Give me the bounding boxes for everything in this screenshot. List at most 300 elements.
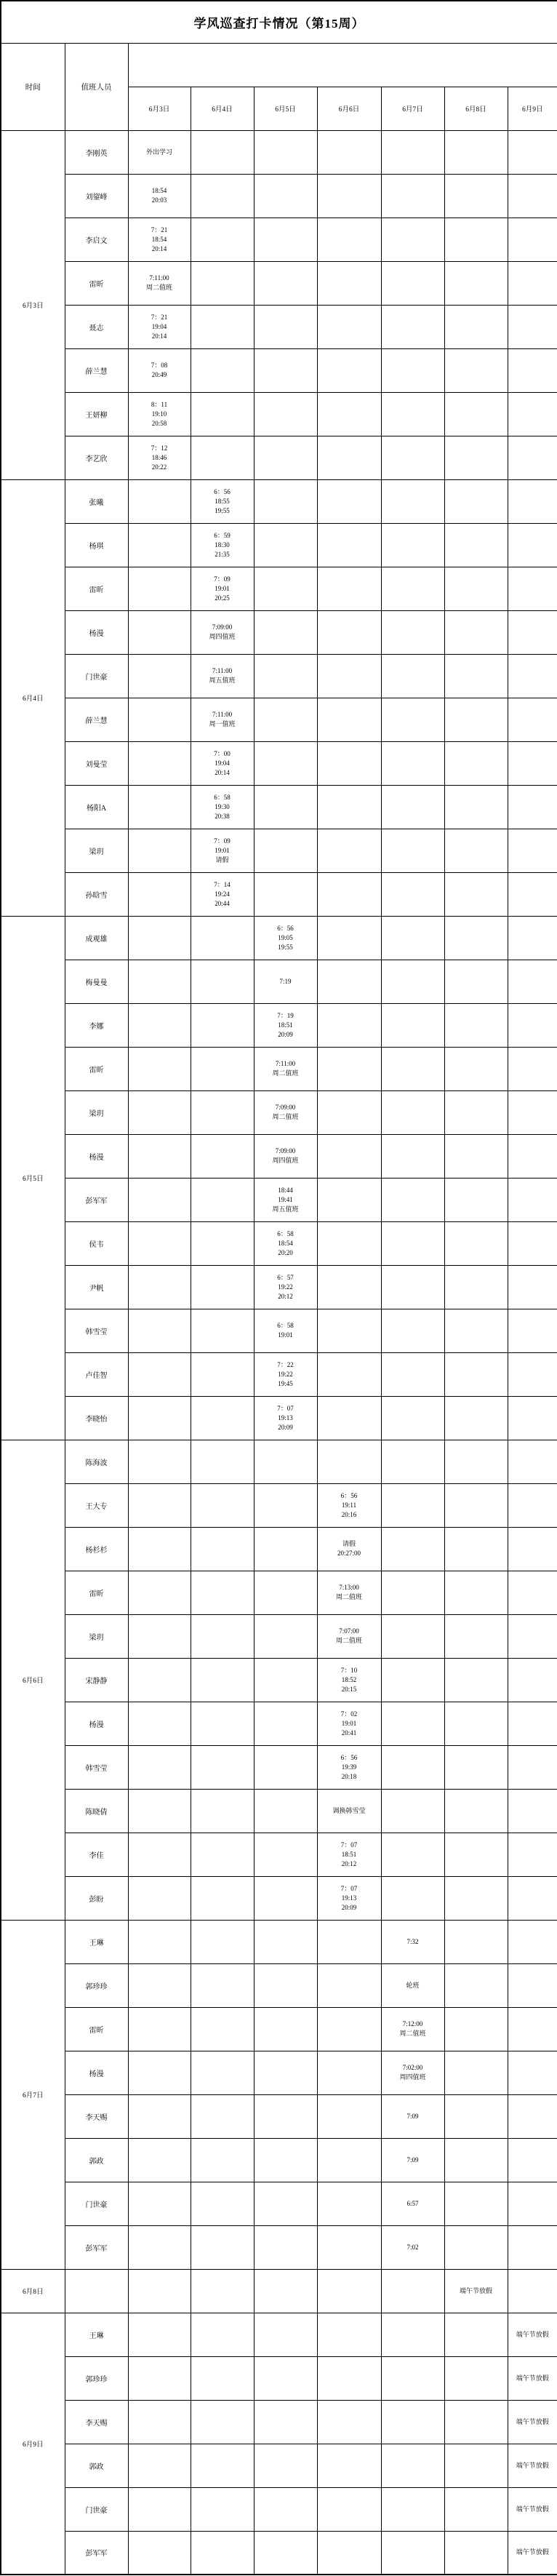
empty-cell xyxy=(444,1265,508,1309)
empty-cell xyxy=(254,392,317,436)
empty-cell xyxy=(317,479,381,523)
checkin-entry: 周四值班 xyxy=(399,2073,426,2081)
empty-cell xyxy=(254,1614,317,1658)
empty-cell xyxy=(254,1876,317,1920)
checkin-entry: 18:54 xyxy=(151,235,167,243)
staff-name-cell: 杨漫 xyxy=(65,1134,128,1178)
checkin-entry: 6：56 xyxy=(340,1491,358,1499)
empty-cell xyxy=(444,1658,508,1702)
checkin-entry: 20:58 xyxy=(151,419,167,427)
checkin-cell xyxy=(254,1265,317,1309)
empty-cell xyxy=(191,960,254,1003)
time-cell: 6月9日 xyxy=(1,2313,65,2575)
checkin-entry: 周二值班 xyxy=(272,1113,299,1120)
table-row xyxy=(1,654,557,698)
empty-cell xyxy=(128,785,191,829)
staff-name-cell: 郭政 xyxy=(65,2444,128,2487)
checkin-cell xyxy=(317,1571,381,1614)
checkin-cell xyxy=(317,1876,381,1920)
empty-cell xyxy=(508,348,557,392)
empty-cell xyxy=(317,698,381,741)
checkin-cell xyxy=(381,2051,444,2094)
checkin-entry: 19:05 xyxy=(278,933,293,941)
checkin-cell xyxy=(128,305,191,348)
empty-cell xyxy=(508,654,557,698)
checkin-cell xyxy=(191,829,254,872)
checkin-entry: 周一值班 xyxy=(209,720,236,727)
staff-name-cell: 陈晓倩 xyxy=(65,1789,128,1833)
table-row xyxy=(1,1702,557,1745)
empty-cell xyxy=(128,1221,191,1265)
empty-cell xyxy=(381,130,444,174)
empty-cell xyxy=(444,960,508,1003)
checkin-entry: 20:09 xyxy=(341,1903,357,1911)
empty-cell xyxy=(508,174,557,218)
checkin-cell xyxy=(381,2007,444,2051)
checkin-entry: 7：10 xyxy=(340,1666,358,1674)
empty-cell xyxy=(191,2356,254,2400)
empty-cell xyxy=(381,610,444,654)
empty-cell xyxy=(381,1614,444,1658)
empty-cell xyxy=(508,305,557,348)
staff-name-cell: 雷昕 xyxy=(65,1047,128,1090)
checkin-cell xyxy=(508,2531,557,2575)
checkin-entry: 18:55 xyxy=(215,497,230,505)
empty-cell xyxy=(508,1134,557,1178)
checkin-entry: 7：07 xyxy=(277,1404,294,1412)
empty-cell xyxy=(444,2400,508,2444)
empty-cell xyxy=(128,2487,191,2531)
empty-cell xyxy=(444,1702,508,1745)
empty-cell xyxy=(128,1483,191,1527)
table-row xyxy=(1,1658,557,1702)
empty-cell xyxy=(254,1571,317,1614)
staff-name-cell: 杨阳A xyxy=(65,785,128,829)
empty-cell xyxy=(381,1440,444,1483)
empty-cell xyxy=(444,1309,508,1352)
checkin-cell xyxy=(508,2400,557,2444)
staff-name-cell: 门世豪 xyxy=(65,2182,128,2225)
empty-cell xyxy=(381,1134,444,1178)
empty-cell xyxy=(254,348,317,392)
checkin-cell xyxy=(508,2313,557,2356)
checkin-entry: 端午节放假 xyxy=(516,2461,549,2469)
staff-name-cell: 李刚英 xyxy=(65,130,128,174)
empty-cell xyxy=(444,1440,508,1483)
checkin-entry: 19:45 xyxy=(278,1379,293,1387)
table-row xyxy=(1,610,557,654)
checkin-cell xyxy=(254,1090,317,1134)
checkin-entry: 周二值班 xyxy=(145,284,172,291)
empty-cell xyxy=(444,872,508,916)
checkin-entry: 18:30 xyxy=(215,541,230,549)
empty-cell xyxy=(317,2400,381,2444)
empty-cell xyxy=(508,829,557,872)
empty-cell xyxy=(381,2313,444,2356)
checkin-entry: 20:12 xyxy=(278,1292,293,1300)
empty-cell xyxy=(317,1309,381,1352)
empty-cell xyxy=(444,1221,508,1265)
checkin-cell xyxy=(381,2138,444,2182)
empty-cell xyxy=(191,1963,254,2007)
checkin-entry: 6：57 xyxy=(277,1273,294,1281)
table-row xyxy=(1,2051,557,2094)
table-row xyxy=(1,2531,557,2575)
empty-cell xyxy=(444,174,508,218)
table-row xyxy=(1,261,557,305)
empty-cell xyxy=(128,1963,191,2007)
empty-cell xyxy=(444,916,508,960)
empty-cell xyxy=(444,1047,508,1090)
empty-cell xyxy=(381,1309,444,1352)
empty-cell xyxy=(128,2094,191,2138)
empty-cell xyxy=(381,1745,444,1789)
empty-cell xyxy=(254,2051,317,2094)
empty-cell xyxy=(508,1745,557,1789)
empty-cell xyxy=(317,872,381,916)
empty-cell xyxy=(317,2138,381,2182)
date-column-header-4: 6月6日 xyxy=(317,87,381,130)
checkin-cell xyxy=(254,1003,317,1047)
checkin-cell xyxy=(254,1178,317,1221)
table-body xyxy=(1,130,557,2575)
empty-cell xyxy=(317,1090,381,1134)
empty-cell xyxy=(254,654,317,698)
empty-cell xyxy=(317,1003,381,1047)
empty-cell xyxy=(381,960,444,1003)
empty-cell xyxy=(254,610,317,654)
empty-cell xyxy=(508,2051,557,2094)
staff-name-cell: 李天赐 xyxy=(65,2400,128,2444)
empty-cell xyxy=(191,2225,254,2269)
date-column-header-3: 6月5日 xyxy=(254,87,317,130)
empty-cell xyxy=(444,479,508,523)
checkin-entry: 7:09:00 xyxy=(212,623,233,631)
checkin-entry: 20:14 xyxy=(151,244,167,252)
empty-cell xyxy=(128,1876,191,1920)
empty-cell xyxy=(444,1178,508,1221)
staff-name-cell: 陈海波 xyxy=(65,1440,128,1483)
empty-cell xyxy=(128,2269,191,2313)
empty-cell xyxy=(254,1440,317,1483)
empty-cell xyxy=(191,1047,254,1090)
checkin-entry: 20:14 xyxy=(151,332,167,340)
checkin-entry: 端午节放假 xyxy=(459,2286,492,2294)
checkin-cell xyxy=(128,436,191,479)
checkin-entry: 7:09:00 xyxy=(275,1104,296,1111)
staff-name-cell: 门世豪 xyxy=(65,654,128,698)
checkin-entry: 19:24 xyxy=(215,890,230,898)
table-row xyxy=(1,872,557,916)
empty-cell xyxy=(444,2313,508,2356)
empty-cell xyxy=(508,523,557,567)
staff-name-cell: 李启文 xyxy=(65,218,128,261)
empty-cell xyxy=(381,479,444,523)
staff-name-cell: 聂志 xyxy=(65,305,128,348)
empty-cell xyxy=(381,1178,444,1221)
table-row xyxy=(1,1876,557,1920)
checkin-entry: 21:35 xyxy=(215,550,230,558)
checkin-entry: 6：58 xyxy=(214,793,231,801)
empty-cell xyxy=(128,610,191,654)
table-row xyxy=(1,2444,557,2487)
empty-cell xyxy=(444,2487,508,2531)
empty-cell xyxy=(254,1920,317,1963)
checkin-entry: 端午节放假 xyxy=(516,2417,549,2425)
checkin-entry: 6：56 xyxy=(277,924,294,932)
checkin-cell xyxy=(128,348,191,392)
checkin-cell xyxy=(508,2356,557,2400)
empty-cell xyxy=(381,1527,444,1571)
empty-cell xyxy=(317,1920,381,1963)
empty-cell xyxy=(444,1745,508,1789)
empty-cell xyxy=(508,872,557,916)
staff-name-cell: 梁玥 xyxy=(65,829,128,872)
empty-cell xyxy=(317,654,381,698)
table-row xyxy=(1,523,557,567)
empty-cell xyxy=(317,1352,381,1396)
empty-cell xyxy=(254,829,317,872)
empty-cell xyxy=(317,2051,381,2094)
empty-cell xyxy=(444,2182,508,2225)
empty-cell xyxy=(508,567,557,610)
empty-cell xyxy=(381,2269,444,2313)
empty-cell xyxy=(191,1571,254,1614)
checkin-entry: 7：07 xyxy=(340,1841,358,1849)
empty-cell xyxy=(444,261,508,305)
empty-cell xyxy=(317,2182,381,2225)
staff-name-cell: 彭军军 xyxy=(65,1178,128,1221)
empty-cell xyxy=(381,1090,444,1134)
empty-cell xyxy=(128,1702,191,1745)
table-row xyxy=(1,1352,557,1396)
staff-name-cell: 孙晗雪 xyxy=(65,872,128,916)
empty-cell xyxy=(381,654,444,698)
page-title: 学风巡查打卡情况（第15周） xyxy=(1,1,557,43)
empty-cell xyxy=(191,218,254,261)
empty-cell xyxy=(254,174,317,218)
checkin-cell xyxy=(254,1396,317,1440)
empty-cell xyxy=(254,872,317,916)
checkin-entry: 7:19 xyxy=(279,977,292,985)
checkin-entry: 7：09 xyxy=(214,837,231,845)
checkin-entry: 18:44 xyxy=(278,1186,293,1194)
empty-cell xyxy=(191,2138,254,2182)
empty-cell xyxy=(191,261,254,305)
empty-cell xyxy=(191,436,254,479)
table-row xyxy=(1,174,557,218)
empty-cell xyxy=(508,2094,557,2138)
checkin-cell xyxy=(191,654,254,698)
empty-cell xyxy=(508,698,557,741)
table-row xyxy=(1,785,557,829)
table-row xyxy=(1,2356,557,2400)
checkin-entry: 19:04 xyxy=(215,759,230,767)
empty-cell xyxy=(508,392,557,436)
empty-cell xyxy=(317,305,381,348)
empty-cell xyxy=(444,567,508,610)
table-row xyxy=(1,2007,557,2051)
empty-cell xyxy=(317,916,381,960)
table-row xyxy=(1,1265,557,1309)
checkin-entry: 7：08 xyxy=(151,362,168,369)
empty-cell xyxy=(508,960,557,1003)
empty-cell xyxy=(444,348,508,392)
staff-name-cell: 雷昕 xyxy=(65,567,128,610)
empty-cell xyxy=(508,130,557,174)
empty-cell xyxy=(128,1265,191,1309)
empty-cell xyxy=(254,2400,317,2444)
empty-cell xyxy=(254,1527,317,1571)
empty-cell xyxy=(128,1003,191,1047)
empty-cell xyxy=(508,1833,557,1876)
empty-cell xyxy=(128,829,191,872)
checkin-entry: 外出学习 xyxy=(145,148,172,156)
empty-cell xyxy=(381,2531,444,2575)
staff-name-cell: 雷昕 xyxy=(65,1571,128,1614)
empty-cell xyxy=(444,741,508,785)
empty-cell xyxy=(191,1265,254,1309)
empty-cell xyxy=(254,2269,317,2313)
checkin-entry: 20:18 xyxy=(341,1772,357,1780)
empty-cell xyxy=(128,2444,191,2487)
staff-name-cell: 薛兰慧 xyxy=(65,698,128,741)
empty-cell xyxy=(191,1483,254,1527)
empty-cell xyxy=(254,2487,317,2531)
empty-cell xyxy=(508,1789,557,1833)
empty-cell xyxy=(317,1178,381,1221)
date-column-header-6: 6月8日 xyxy=(444,87,508,130)
empty-cell xyxy=(508,436,557,479)
empty-cell xyxy=(381,392,444,436)
empty-cell xyxy=(254,2313,317,2356)
empty-cell xyxy=(508,1614,557,1658)
empty-cell xyxy=(381,916,444,960)
empty-cell xyxy=(128,1134,191,1178)
checkin-entry: 周二值班 xyxy=(335,1593,362,1600)
empty-cell xyxy=(317,741,381,785)
table-row xyxy=(1,130,557,174)
empty-cell xyxy=(254,2531,317,2575)
checkin-entry: 18:51 xyxy=(341,1850,357,1858)
empty-cell xyxy=(444,1090,508,1134)
checkin-entry: 6：56 xyxy=(214,487,231,495)
empty-cell xyxy=(254,2182,317,2225)
empty-cell xyxy=(128,1789,191,1833)
checkin-cell xyxy=(381,1920,444,1963)
empty-cell xyxy=(508,741,557,785)
empty-cell xyxy=(317,2313,381,2356)
checkin-cell xyxy=(191,872,254,916)
checkin-cell xyxy=(191,610,254,654)
empty-cell xyxy=(254,567,317,610)
empty-cell xyxy=(444,1396,508,1440)
staff-name-cell: 张曦 xyxy=(65,479,128,523)
empty-cell xyxy=(317,392,381,436)
checkin-entry: 周二值班 xyxy=(335,1637,362,1644)
empty-cell xyxy=(317,2225,381,2269)
checkin-entry: 7：21 xyxy=(151,313,168,321)
checkin-cell xyxy=(191,479,254,523)
empty-cell xyxy=(508,1396,557,1440)
checkin-entry: 周四值班 xyxy=(209,633,236,640)
empty-cell xyxy=(317,130,381,174)
empty-cell xyxy=(128,872,191,916)
empty-cell xyxy=(128,523,191,567)
table-row xyxy=(1,1003,557,1047)
empty-cell xyxy=(128,1920,191,1963)
staff-name-cell: 卢佳智 xyxy=(65,1352,128,1396)
empty-cell xyxy=(317,567,381,610)
empty-cell xyxy=(381,2444,444,2487)
empty-cell xyxy=(254,218,317,261)
staff-name-cell: 王大专 xyxy=(65,1483,128,1527)
checkin-entry: 18:52 xyxy=(341,1675,357,1683)
empty-cell xyxy=(191,1221,254,1265)
staff-name-cell: 李晓怡 xyxy=(65,1396,128,1440)
empty-cell xyxy=(444,1963,508,2007)
table-row xyxy=(1,1178,557,1221)
empty-cell xyxy=(191,130,254,174)
staff-name-cell: 李佳 xyxy=(65,1833,128,1876)
empty-cell xyxy=(128,1352,191,1396)
staff-name-cell: 薛兰慧 xyxy=(65,348,128,392)
staff-name-cell: 韩雪莹 xyxy=(65,1745,128,1789)
checkin-cell xyxy=(191,785,254,829)
checkin-entry: 18:51 xyxy=(278,1021,293,1029)
empty-cell xyxy=(128,2531,191,2575)
empty-cell xyxy=(128,2138,191,2182)
checkin-entry: 6:57 xyxy=(406,2199,419,2207)
checkin-cell xyxy=(317,1745,381,1789)
empty-cell xyxy=(444,2531,508,2575)
empty-cell xyxy=(444,698,508,741)
checkin-entry: 20:16 xyxy=(341,1510,357,1518)
table-row xyxy=(1,2313,557,2356)
empty-cell xyxy=(381,1003,444,1047)
empty-cell xyxy=(444,2007,508,2051)
table-row xyxy=(1,1789,557,1833)
empty-cell xyxy=(444,523,508,567)
empty-cell xyxy=(381,305,444,348)
empty-cell xyxy=(508,2138,557,2182)
empty-cell xyxy=(444,1003,508,1047)
checkin-entry: 周五值班 xyxy=(209,677,236,684)
staff-name-cell: 梁玥 xyxy=(65,1090,128,1134)
empty-cell xyxy=(381,567,444,610)
empty-cell xyxy=(381,1702,444,1745)
empty-cell xyxy=(317,523,381,567)
empty-cell xyxy=(444,2356,508,2400)
checkin-entry: 19:01 xyxy=(278,1331,293,1339)
date-column-header-5: 6月7日 xyxy=(381,87,444,130)
empty-cell xyxy=(381,1789,444,1833)
empty-cell xyxy=(128,479,191,523)
checkin-entry: 19:13 xyxy=(341,1894,357,1902)
checkin-entry: 20:27:00 xyxy=(337,1550,361,1557)
empty-cell xyxy=(128,1309,191,1352)
empty-cell xyxy=(317,218,381,261)
empty-cell xyxy=(381,2487,444,2531)
empty-cell xyxy=(444,829,508,872)
empty-cell xyxy=(254,1658,317,1702)
checkin-entry: 19:10 xyxy=(151,410,167,418)
checkin-entry: 端午节放假 xyxy=(516,2548,549,2556)
checkin-cell xyxy=(128,130,191,174)
time-cell: 6月7日 xyxy=(1,1920,65,2269)
empty-cell xyxy=(317,1963,381,2007)
table-row xyxy=(1,1614,557,1658)
